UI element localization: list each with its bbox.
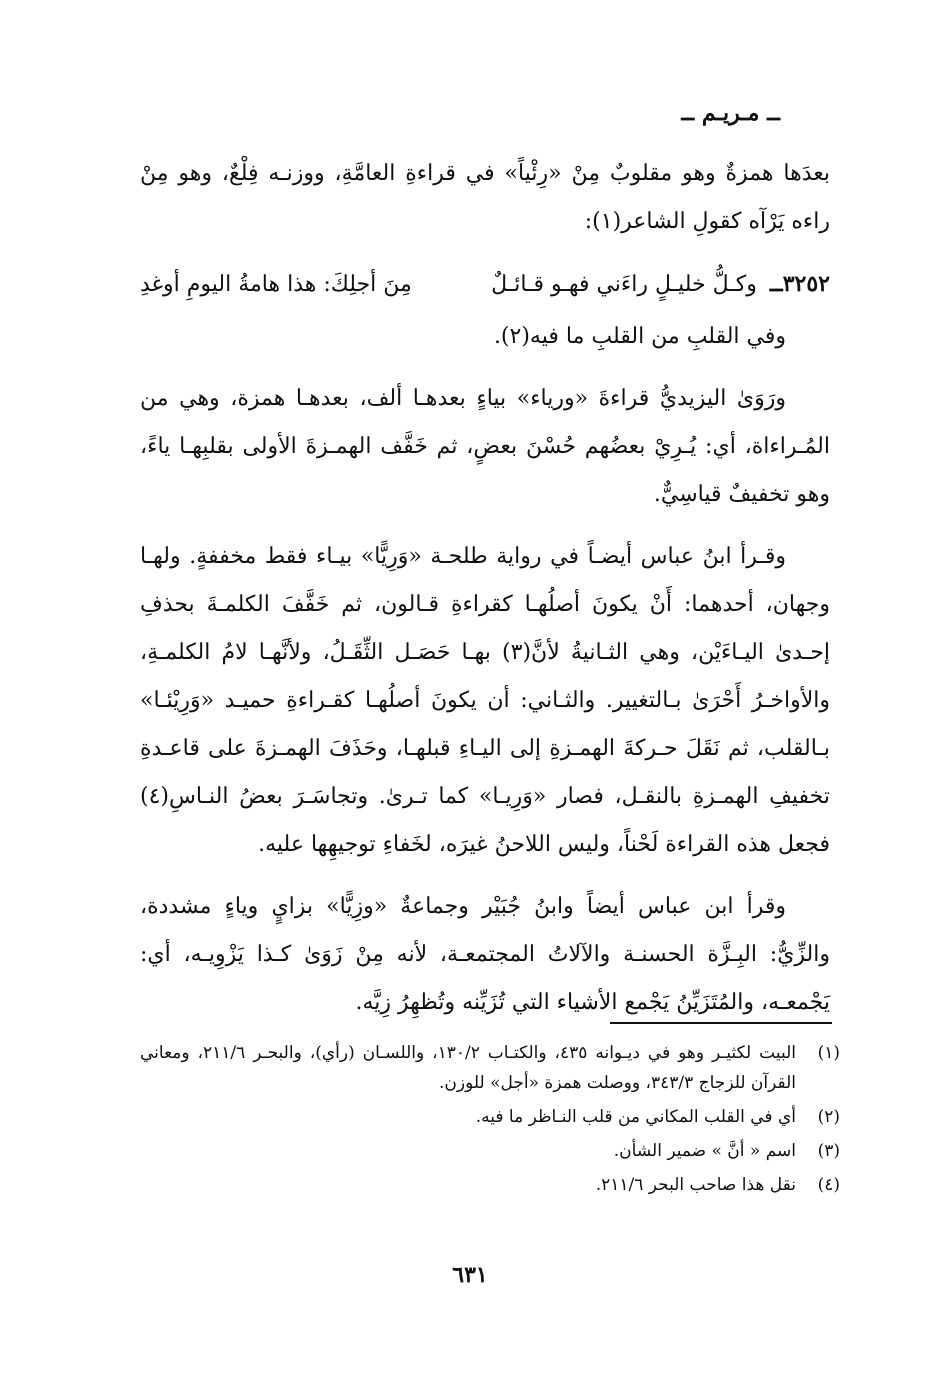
footnote (140, 1038, 840, 1098)
paragraph-4: وقـرأ ابنُ عباس أيضـاً في رواية طلحـة «وَرِيًّا» بيـاء فقط مخففةٍ. ولهـا وجهان، أحدهما: أَنْ يكونَ أصلُهـا كقراءةِ قـالون، ثم خَفَّفَ الكلمـةَ بحذفِ إحـدىٰ اليـاءَيْن، وهي الثـانيةُ لأنَّ(٣) بهـا حَصَـل الثِّقَـلُ، ولأنَّهـا لامُ الكلمـةِ، والأواخـرُ أَحْرَىٰ بـالتغيير. والثـاني: أن يكونَ أصلُهـا كقـراءةِ حميـد «وَرِيْئـا» بـالقلب، ثم نَقَلَ حـركةَ الهمـزةِ إلى اليـاءِ قبلهـا، وحَذَفَ الهمـزةَ على قاعـدةِ تخفيفِ الهمـزةِ بالنقـل، فصار «وَرِيـا» كما تـرىٰ. وتجاسَـرَ بعضُ النـاسِ(٤) فجعل هذه القراءة لَحْناً، وليس اللاحنُ غيرَه، لخَفاءِ توجيهِها عليه. (140, 544, 830, 857)
verse-first-half (491, 260, 830, 309)
running-header: ــ مـريـم ــ (681, 100, 780, 126)
footnote-text: أي في القلب المكاني من قلب النـاظر ما فيه. (475, 1107, 796, 1127)
footnotes (140, 1038, 840, 1204)
verse-hemistich-1: وكـلُّ خليـلٍ راءَني فهـو قـائـلٌ (491, 272, 757, 297)
footnote (140, 1136, 840, 1166)
main-text (140, 150, 830, 1041)
page-number: ٦٣١ (452, 1262, 488, 1288)
verse-hemistich-2: مِنَ أجلِكَ: هذا هامةُ اليومِ أوغدِ (140, 272, 412, 297)
footnote-text: البيت لكثيـر وهو في ديـوانه ٤٣٥، والكتـاب ١٣٠/٢، واللسـان (رأي)، والبحـر ٢١١/٦، ومعاني القرآن للزجاج ٣٤٣/٣، ووصلت همزة «أجل» للوزن. (140, 1043, 796, 1093)
paragraph-3: ورَوَىٰ اليزيديُّ قراءةَ «ورياء» بياءٍ بعدهـا ألف، بعدهـا همزة، وهي من المُـراءاة، أي: يُـرِيْ بعضُهم حُسْنَ بعضٍ، ثم خَفَّف الهمـزةَ الأولى بقلبِهـا ياءً، وهو تخفيفٌ قياسِيٌّ. (140, 386, 830, 507)
footnote (140, 1170, 840, 1200)
footnote-text: نقل هذا صاحب البحر ٢١١/٦. (595, 1175, 796, 1195)
paragraph-1: بعدَها همزةٌ وهو مقلوبٌ مِنْ «رِئْياً» في قراءةِ العامَّةِ، ووزنـه فِلْعٌ، وهو مِنْ راءه يَرْآه كقولِ الشاعر(١): (140, 161, 830, 234)
footnote (140, 1102, 840, 1132)
footnote-number: (١) (817, 1043, 840, 1063)
verse-number: ٣٢٥٢ــ (769, 271, 830, 297)
footnote-text: اسم « أنَّ » ضمير الشأن. (613, 1141, 796, 1161)
paragraph-5: وقرأ ابن عباس أيضاً وابنُ جُبَيْر وجماعةٌ «وزِيًّا» بزايٍ وياءٍ مشددة، والزِّيُّ: البِـزَّة الحسنـة والآلاتُ المجتمعـة، لأنه مِنْ زَوَىٰ كـذا يَزْوِيـه، أي: يَجْمعـه، والمُتَزَيِّنُ يَجْمع الأشياء التي تُزَيِّنه وتُظهِرُ زِيَّه. (140, 894, 830, 1015)
footnote-number: (٤) (817, 1175, 840, 1195)
verse-line (140, 260, 830, 309)
paragraph-2: وفي القلبِ من القلبِ ما فيه(٢). (493, 324, 786, 349)
footnote-number: (٣) (817, 1141, 840, 1161)
footnote-number: (٢) (817, 1107, 840, 1127)
footnote-separator (610, 1022, 832, 1024)
